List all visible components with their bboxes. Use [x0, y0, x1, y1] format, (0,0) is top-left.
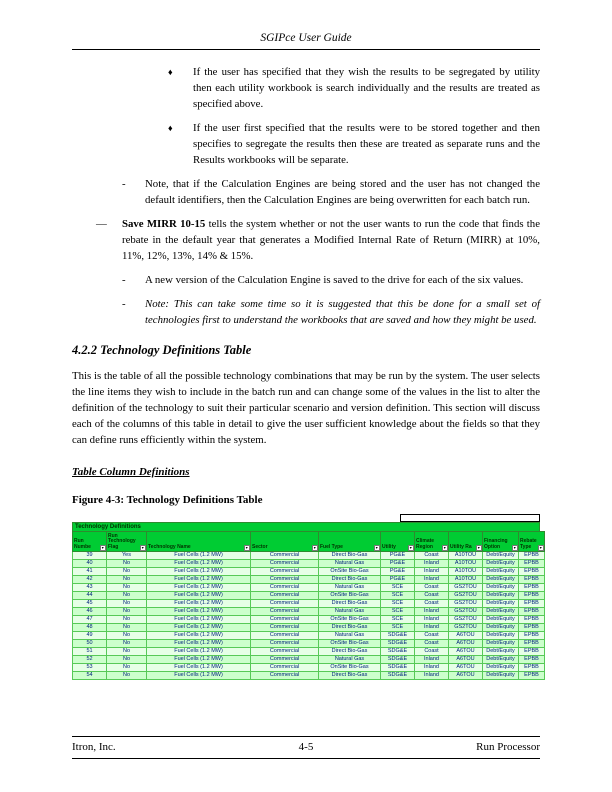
table-cell[interactable]: OnSite Bio-Gas — [319, 568, 381, 576]
table-cell[interactable]: A6TOU — [449, 672, 483, 680]
table-cell[interactable]: Inland — [415, 608, 449, 616]
table-cell[interactable]: 46 — [73, 608, 107, 616]
table-cell[interactable]: Natural Gas — [319, 632, 381, 640]
table-cell[interactable]: Debt/Equity — [483, 608, 519, 616]
table-cell[interactable]: Debt/Equity — [483, 656, 519, 664]
tech-table-body — [73, 552, 545, 680]
table-cell[interactable]: No — [107, 584, 147, 592]
table-cell[interactable]: Commercial — [251, 584, 319, 592]
table-cell[interactable]: PG&E — [381, 576, 415, 584]
page-content — [72, 64, 543, 680]
table-cell[interactable]: 42 — [73, 576, 107, 584]
table-cell[interactable]: Inland — [415, 576, 449, 584]
dash-bullet-icon: - — [122, 178, 126, 190]
table-cell[interactable]: Coast — [415, 592, 449, 600]
table-cell[interactable]: SCE — [381, 600, 415, 608]
table-cell[interactable]: EPBB — [519, 632, 545, 640]
table-cell[interactable]: 43 — [73, 584, 107, 592]
table-cell[interactable]: Commercial — [251, 656, 319, 664]
table-cell[interactable]: Natural Gas — [319, 560, 381, 568]
dash-bullet-icon: - — [122, 298, 126, 310]
filter-dropdown-icon[interactable]: ▼ — [477, 546, 481, 550]
table-row — [73, 632, 545, 640]
table-cell[interactable]: Fuel Cells (1.2 MW) — [147, 600, 251, 608]
table-cell[interactable]: SCE — [381, 616, 415, 624]
table-cell[interactable]: 40 — [73, 560, 107, 568]
table-cell[interactable]: Commercial — [251, 560, 319, 568]
filter-dropdown-icon[interactable]: ▼ — [513, 546, 517, 550]
table-cell[interactable]: Inland — [415, 568, 449, 576]
table-cell[interactable]: Fuel Cells (1.2 MW) — [147, 632, 251, 640]
table-cell[interactable]: A6TOU — [449, 648, 483, 656]
table-cell[interactable]: A10TOU — [449, 576, 483, 584]
footer-section: Run Processor — [476, 741, 540, 753]
table-column-definitions-heading: Table Column Definitions — [72, 466, 190, 478]
list-item-text-rest: tells the system whether or not the user wants to run the code that finds the rebate in the default year that generates a Modified Internal Rate of Return (MIRR) at 10%, 11%, 12%, 13%, 14% & 15%. — [122, 218, 540, 262]
table-cell[interactable]: EPBB — [519, 664, 545, 672]
figure-top-spacer — [72, 514, 400, 522]
filter-dropdown-icon[interactable]: ▼ — [409, 546, 413, 550]
table-cell[interactable]: 50 — [73, 640, 107, 648]
column-header-run-numbe — [73, 532, 107, 552]
table-cell[interactable]: Commercial — [251, 568, 319, 576]
table-cell[interactable]: Debt/Equity — [483, 616, 519, 624]
technology-definitions-table — [72, 531, 545, 680]
list-item — [72, 64, 540, 112]
table-cell[interactable]: Debt/Equity — [483, 648, 519, 656]
table-cell[interactable]: SDG&E — [381, 664, 415, 672]
table-row — [73, 608, 545, 616]
table-cell[interactable]: No — [107, 656, 147, 664]
table-cell[interactable]: EPBB — [519, 672, 545, 680]
column-header-sector — [251, 532, 319, 552]
table-cell[interactable]: 51 — [73, 648, 107, 656]
table-cell[interactable]: EPBB — [519, 568, 545, 576]
page-footer — [72, 736, 540, 759]
table-cell[interactable]: 54 — [73, 672, 107, 680]
table-cell[interactable]: Debt/Equity — [483, 672, 519, 680]
table-cell[interactable]: Debt/Equity — [483, 640, 519, 648]
table-cell[interactable]: EPBB — [519, 608, 545, 616]
table-cell[interactable]: Fuel Cells (1.2 MW) — [147, 640, 251, 648]
table-cell[interactable]: Debt/Equity — [483, 624, 519, 632]
table-cell[interactable]: No — [107, 640, 147, 648]
table-cell[interactable]: Debt/Equity — [483, 584, 519, 592]
table-cell[interactable]: Fuel Cells (1.2 MW) — [147, 672, 251, 680]
table-row — [73, 568, 545, 576]
table-cell[interactable]: SCE — [381, 584, 415, 592]
column-header-label: Run Numbe — [74, 538, 91, 550]
table-cell[interactable]: Direct Bio-Gas — [319, 624, 381, 632]
table-cell[interactable]: No — [107, 624, 147, 632]
diamond-bullet-icon: ♦ — [168, 123, 173, 133]
table-cell[interactable]: SCE — [381, 624, 415, 632]
table-cell[interactable]: Direct Bio-Gas — [319, 672, 381, 680]
column-header-label: Technology Name — [148, 543, 191, 550]
table-cell[interactable]: EPBB — [519, 576, 545, 584]
table-cell[interactable]: Yes — [107, 552, 147, 560]
list-item — [72, 120, 540, 168]
table-row — [73, 656, 545, 664]
table-cell[interactable]: 47 — [73, 616, 107, 624]
list-item — [72, 216, 540, 264]
table-cell[interactable]: 45 — [73, 600, 107, 608]
table-cell[interactable]: A10TOU — [449, 568, 483, 576]
table-cell[interactable]: GS2TOU — [449, 584, 483, 592]
list-item-text: Note: This can take some time so it is suggested that this be done for a small set of technologies first to understand the workbooks that are saved and how they might be used. — [145, 298, 540, 326]
table-cell[interactable]: EPBB — [519, 552, 545, 560]
column-header-label: Fuel Type — [320, 543, 343, 550]
table-cell[interactable]: Coast — [415, 600, 449, 608]
table-cell[interactable]: 44 — [73, 592, 107, 600]
column-header-label: Utility Ra — [450, 543, 472, 550]
column-header-label: Sector — [252, 543, 268, 550]
table-cell[interactable]: Inland — [415, 672, 449, 680]
table-cell[interactable]: Commercial — [251, 576, 319, 584]
tech-table-header-row — [73, 532, 545, 552]
table-cell[interactable]: GS2TOU — [449, 600, 483, 608]
table-row — [73, 616, 545, 624]
column-header-technology-name — [147, 532, 251, 552]
table-cell[interactable]: No — [107, 608, 147, 616]
footer-page-number: 4-5 — [298, 741, 314, 753]
table-cell[interactable]: Coast — [415, 648, 449, 656]
table-cell[interactable]: Fuel Cells (1.2 MW) — [147, 560, 251, 568]
table-row — [73, 576, 545, 584]
page-header — [72, 32, 540, 50]
header-title: SGIPce User Guide — [260, 32, 352, 44]
table-cell[interactable]: A10TOU — [449, 560, 483, 568]
table-cell[interactable]: Inland — [415, 616, 449, 624]
table-cell[interactable]: EPBB — [519, 592, 545, 600]
table-cell[interactable]: Commercial — [251, 672, 319, 680]
table-cell[interactable]: Commercial — [251, 592, 319, 600]
table-cell[interactable]: EPBB — [519, 616, 545, 624]
filter-dropdown-icon[interactable]: ▼ — [443, 546, 447, 550]
table-cell[interactable]: Direct Bio-Gas — [319, 648, 381, 656]
list-item-text: If the user has specified that they wish the results to be segregated by utility then each utility workbook is search individually and the results are treated as specified above. — [193, 66, 540, 110]
table-cell[interactable]: Debt/Equity — [483, 552, 519, 560]
table-cell[interactable]: Commercial — [251, 552, 319, 560]
list-item-text: Note, that if the Calculation Engines are being stored and the user has not changed the default identifiers, then the Calculation Engines are being overwritten for each batch run. — [145, 178, 540, 206]
table-cell[interactable]: A6TOU — [449, 632, 483, 640]
table-cell[interactable]: No — [107, 568, 147, 576]
filter-dropdown-icon[interactable]: ▼ — [245, 546, 249, 550]
table-cell[interactable]: Fuel Cells (1.2 MW) — [147, 624, 251, 632]
table-cell[interactable]: Debt/Equity — [483, 632, 519, 640]
table-cell[interactable]: Natural Gas — [319, 608, 381, 616]
filter-dropdown-icon[interactable]: ▼ — [313, 546, 317, 550]
table-cell[interactable]: 53 — [73, 664, 107, 672]
table-cell[interactable]: Coast — [415, 552, 449, 560]
section-heading: 4.2.2 Technology Definitions Table — [72, 343, 252, 357]
table-cell[interactable]: SDG&E — [381, 672, 415, 680]
list-item — [72, 272, 540, 288]
table-cell[interactable]: Coast — [415, 632, 449, 640]
table-cell[interactable]: Debt/Equity — [483, 568, 519, 576]
table-cell[interactable]: Fuel Cells (1.2 MW) — [147, 584, 251, 592]
list-item-text: If the user first specified that the results were to be stored together and then specifies to segregate the results then these are treated as separate runs and the Results workbooks will be separate. — [193, 122, 540, 166]
table-cell[interactable]: Inland — [415, 560, 449, 568]
table-cell[interactable]: EPBB — [519, 648, 545, 656]
table-row — [73, 592, 545, 600]
table-cell[interactable]: OnSite Bio-Gas — [319, 592, 381, 600]
table-cell[interactable]: Debt/Equity — [483, 576, 519, 584]
table-cell[interactable]: Fuel Cells (1.2 MW) — [147, 648, 251, 656]
table-cell[interactable]: Direct Bio-Gas — [319, 576, 381, 584]
table-row — [73, 640, 545, 648]
column-header-label: Utility — [382, 543, 396, 550]
list-item — [72, 296, 540, 328]
table-cell[interactable]: Commercial — [251, 624, 319, 632]
table-cell[interactable]: Fuel Cells (1.2 MW) — [147, 576, 251, 584]
list-item-text: A new version of the Calculation Engine is saved to the drive for each of the six values. — [145, 274, 524, 286]
table-row — [73, 672, 545, 680]
table-cell[interactable]: EPBB — [519, 560, 545, 568]
table-cell[interactable]: A6TOU — [449, 664, 483, 672]
table-cell[interactable]: Inland — [415, 664, 449, 672]
column-header-climate-region — [415, 532, 449, 552]
table-cell[interactable]: No — [107, 600, 147, 608]
table-cell[interactable]: SCE — [381, 608, 415, 616]
filter-dropdown-icon[interactable]: ▼ — [539, 546, 543, 550]
empty-cell-strip — [400, 514, 540, 522]
table-cell[interactable]: No — [107, 616, 147, 624]
table-cell[interactable]: Coast — [415, 584, 449, 592]
footer-company: Itron, Inc. — [72, 741, 116, 753]
table-row — [73, 552, 545, 560]
table-cell[interactable]: Fuel Cells (1.2 MW) — [147, 568, 251, 576]
table-cell[interactable]: Fuel Cells (1.2 MW) — [147, 664, 251, 672]
column-header-financing-option — [483, 532, 519, 552]
table-cell[interactable]: EPBB — [519, 600, 545, 608]
table-cell[interactable]: No — [107, 648, 147, 656]
filter-dropdown-icon[interactable]: ▼ — [101, 546, 105, 550]
table-cell[interactable]: EPBB — [519, 640, 545, 648]
table-cell[interactable]: Fuel Cells (1.2 MW) — [147, 616, 251, 624]
table-cell[interactable]: 52 — [73, 656, 107, 664]
column-header-utility-ra — [449, 532, 483, 552]
table-cell[interactable]: Direct Bio-Gas — [319, 552, 381, 560]
table-cell[interactable]: GS2TOU — [449, 592, 483, 600]
list-item — [72, 176, 540, 208]
table-cell[interactable]: Commercial — [251, 664, 319, 672]
figure-technology-definitions-table — [72, 514, 543, 680]
table-cell[interactable]: Fuel Cells (1.2 MW) — [147, 552, 251, 560]
section-paragraph: This is the table of all the possible technology combinations that may be run by the system. The user selects the line items they wish to include in the batch run and can change some of the values in the list to alter the definition of the technology to suit their particular scenario and version definition. This section will discuss each of the columns of this table in detail to give the user sufficient knowledge about the fields so that they can define runs efficiently within the system. — [72, 370, 540, 446]
table-cell[interactable]: OnSite Bio-Gas — [319, 664, 381, 672]
table-cell[interactable]: No — [107, 664, 147, 672]
table-row — [73, 600, 545, 608]
table-row — [73, 584, 545, 592]
column-header-label: Run Technology Flag — [108, 532, 136, 550]
table-cell[interactable]: OnSite Bio-Gas — [319, 616, 381, 624]
table-cell[interactable]: Inland — [415, 656, 449, 664]
table-cell[interactable]: Commercial — [251, 616, 319, 624]
table-cell[interactable]: A6TOU — [449, 656, 483, 664]
table-cell[interactable]: Debt/Equity — [483, 600, 519, 608]
table-cell[interactable]: Natural Gas — [319, 656, 381, 664]
table-title-bar — [72, 522, 540, 531]
table-cell[interactable]: Commercial — [251, 648, 319, 656]
diamond-bullet-icon: ♦ — [168, 67, 173, 77]
figure-top-strip — [72, 514, 540, 522]
bold-lead: Save MIRR 10-15 — [122, 218, 206, 230]
table-cell[interactable]: GS2TOU — [449, 624, 483, 632]
table-cell[interactable]: GS2TOU — [449, 608, 483, 616]
table-cell[interactable]: Commercial — [251, 608, 319, 616]
table-cell[interactable]: Direct Bio-Gas — [319, 600, 381, 608]
table-cell[interactable]: No — [107, 672, 147, 680]
table-cell[interactable]: A10TOU — [449, 552, 483, 560]
filter-dropdown-icon[interactable]: ▼ — [375, 546, 379, 550]
table-cell[interactable]: Fuel Cells (1.2 MW) — [147, 608, 251, 616]
table-cell[interactable]: SCE — [381, 592, 415, 600]
column-header-label: Rebate Type — [520, 538, 537, 550]
column-header-utility — [381, 532, 415, 552]
filter-dropdown-icon[interactable]: ▼ — [141, 546, 145, 550]
figure-caption: Figure 4-3: Technology Definitions Table — [72, 494, 263, 506]
table-cell[interactable]: PG&E — [381, 560, 415, 568]
table-cell[interactable]: PG&E — [381, 568, 415, 576]
table-cell[interactable]: GS2TOU — [449, 616, 483, 624]
table-row — [73, 624, 545, 632]
table-row — [73, 648, 545, 656]
table-cell[interactable]: SDG&E — [381, 640, 415, 648]
table-cell[interactable]: No — [107, 576, 147, 584]
column-header-fuel-type — [319, 532, 381, 552]
table-cell[interactable]: Fuel Cells (1.2 MW) — [147, 592, 251, 600]
table-cell[interactable]: A6TOU — [449, 640, 483, 648]
table-title: Technology Definitions — [75, 524, 141, 530]
table-cell[interactable]: Inland — [415, 624, 449, 632]
table-cell[interactable]: EPBB — [519, 656, 545, 664]
table-cell[interactable]: No — [107, 632, 147, 640]
table-cell[interactable]: Commercial — [251, 600, 319, 608]
table-cell[interactable]: Commercial — [251, 632, 319, 640]
table-cell[interactable]: 48 — [73, 624, 107, 632]
table-cell[interactable]: PG&E — [381, 552, 415, 560]
table-cell[interactable]: Coast — [415, 640, 449, 648]
column-header-run-technology-flag — [107, 532, 147, 552]
list-item-text — [122, 216, 540, 264]
table-cell[interactable]: EPBB — [519, 584, 545, 592]
table-cell[interactable]: Debt/Equity — [483, 664, 519, 672]
table-cell[interactable]: No — [107, 560, 147, 568]
column-header-label: Financing Option — [484, 538, 508, 550]
table-cell[interactable]: SDG&E — [381, 656, 415, 664]
emdash-bullet-icon: — — [96, 218, 107, 230]
table-cell[interactable]: SDG&E — [381, 648, 415, 656]
table-row — [73, 560, 545, 568]
column-header-rebate-type — [519, 532, 545, 552]
table-cell[interactable]: 39 — [73, 552, 107, 560]
table-cell[interactable]: Natural Gas — [319, 584, 381, 592]
table-cell[interactable]: Fuel Cells (1.2 MW) — [147, 656, 251, 664]
table-cell[interactable]: 41 — [73, 568, 107, 576]
table-cell[interactable]: Debt/Equity — [483, 560, 519, 568]
table-cell[interactable]: EPBB — [519, 624, 545, 632]
table-cell[interactable]: Commercial — [251, 640, 319, 648]
table-cell[interactable]: OnSite Bio-Gas — [319, 640, 381, 648]
column-header-label: Climate Region — [416, 538, 435, 550]
table-cell[interactable]: SDG&E — [381, 632, 415, 640]
table-cell[interactable]: No — [107, 592, 147, 600]
dash-bullet-icon: - — [122, 274, 126, 286]
table-cell[interactable]: 49 — [73, 632, 107, 640]
table-row — [73, 664, 545, 672]
table-cell[interactable]: Debt/Equity — [483, 592, 519, 600]
